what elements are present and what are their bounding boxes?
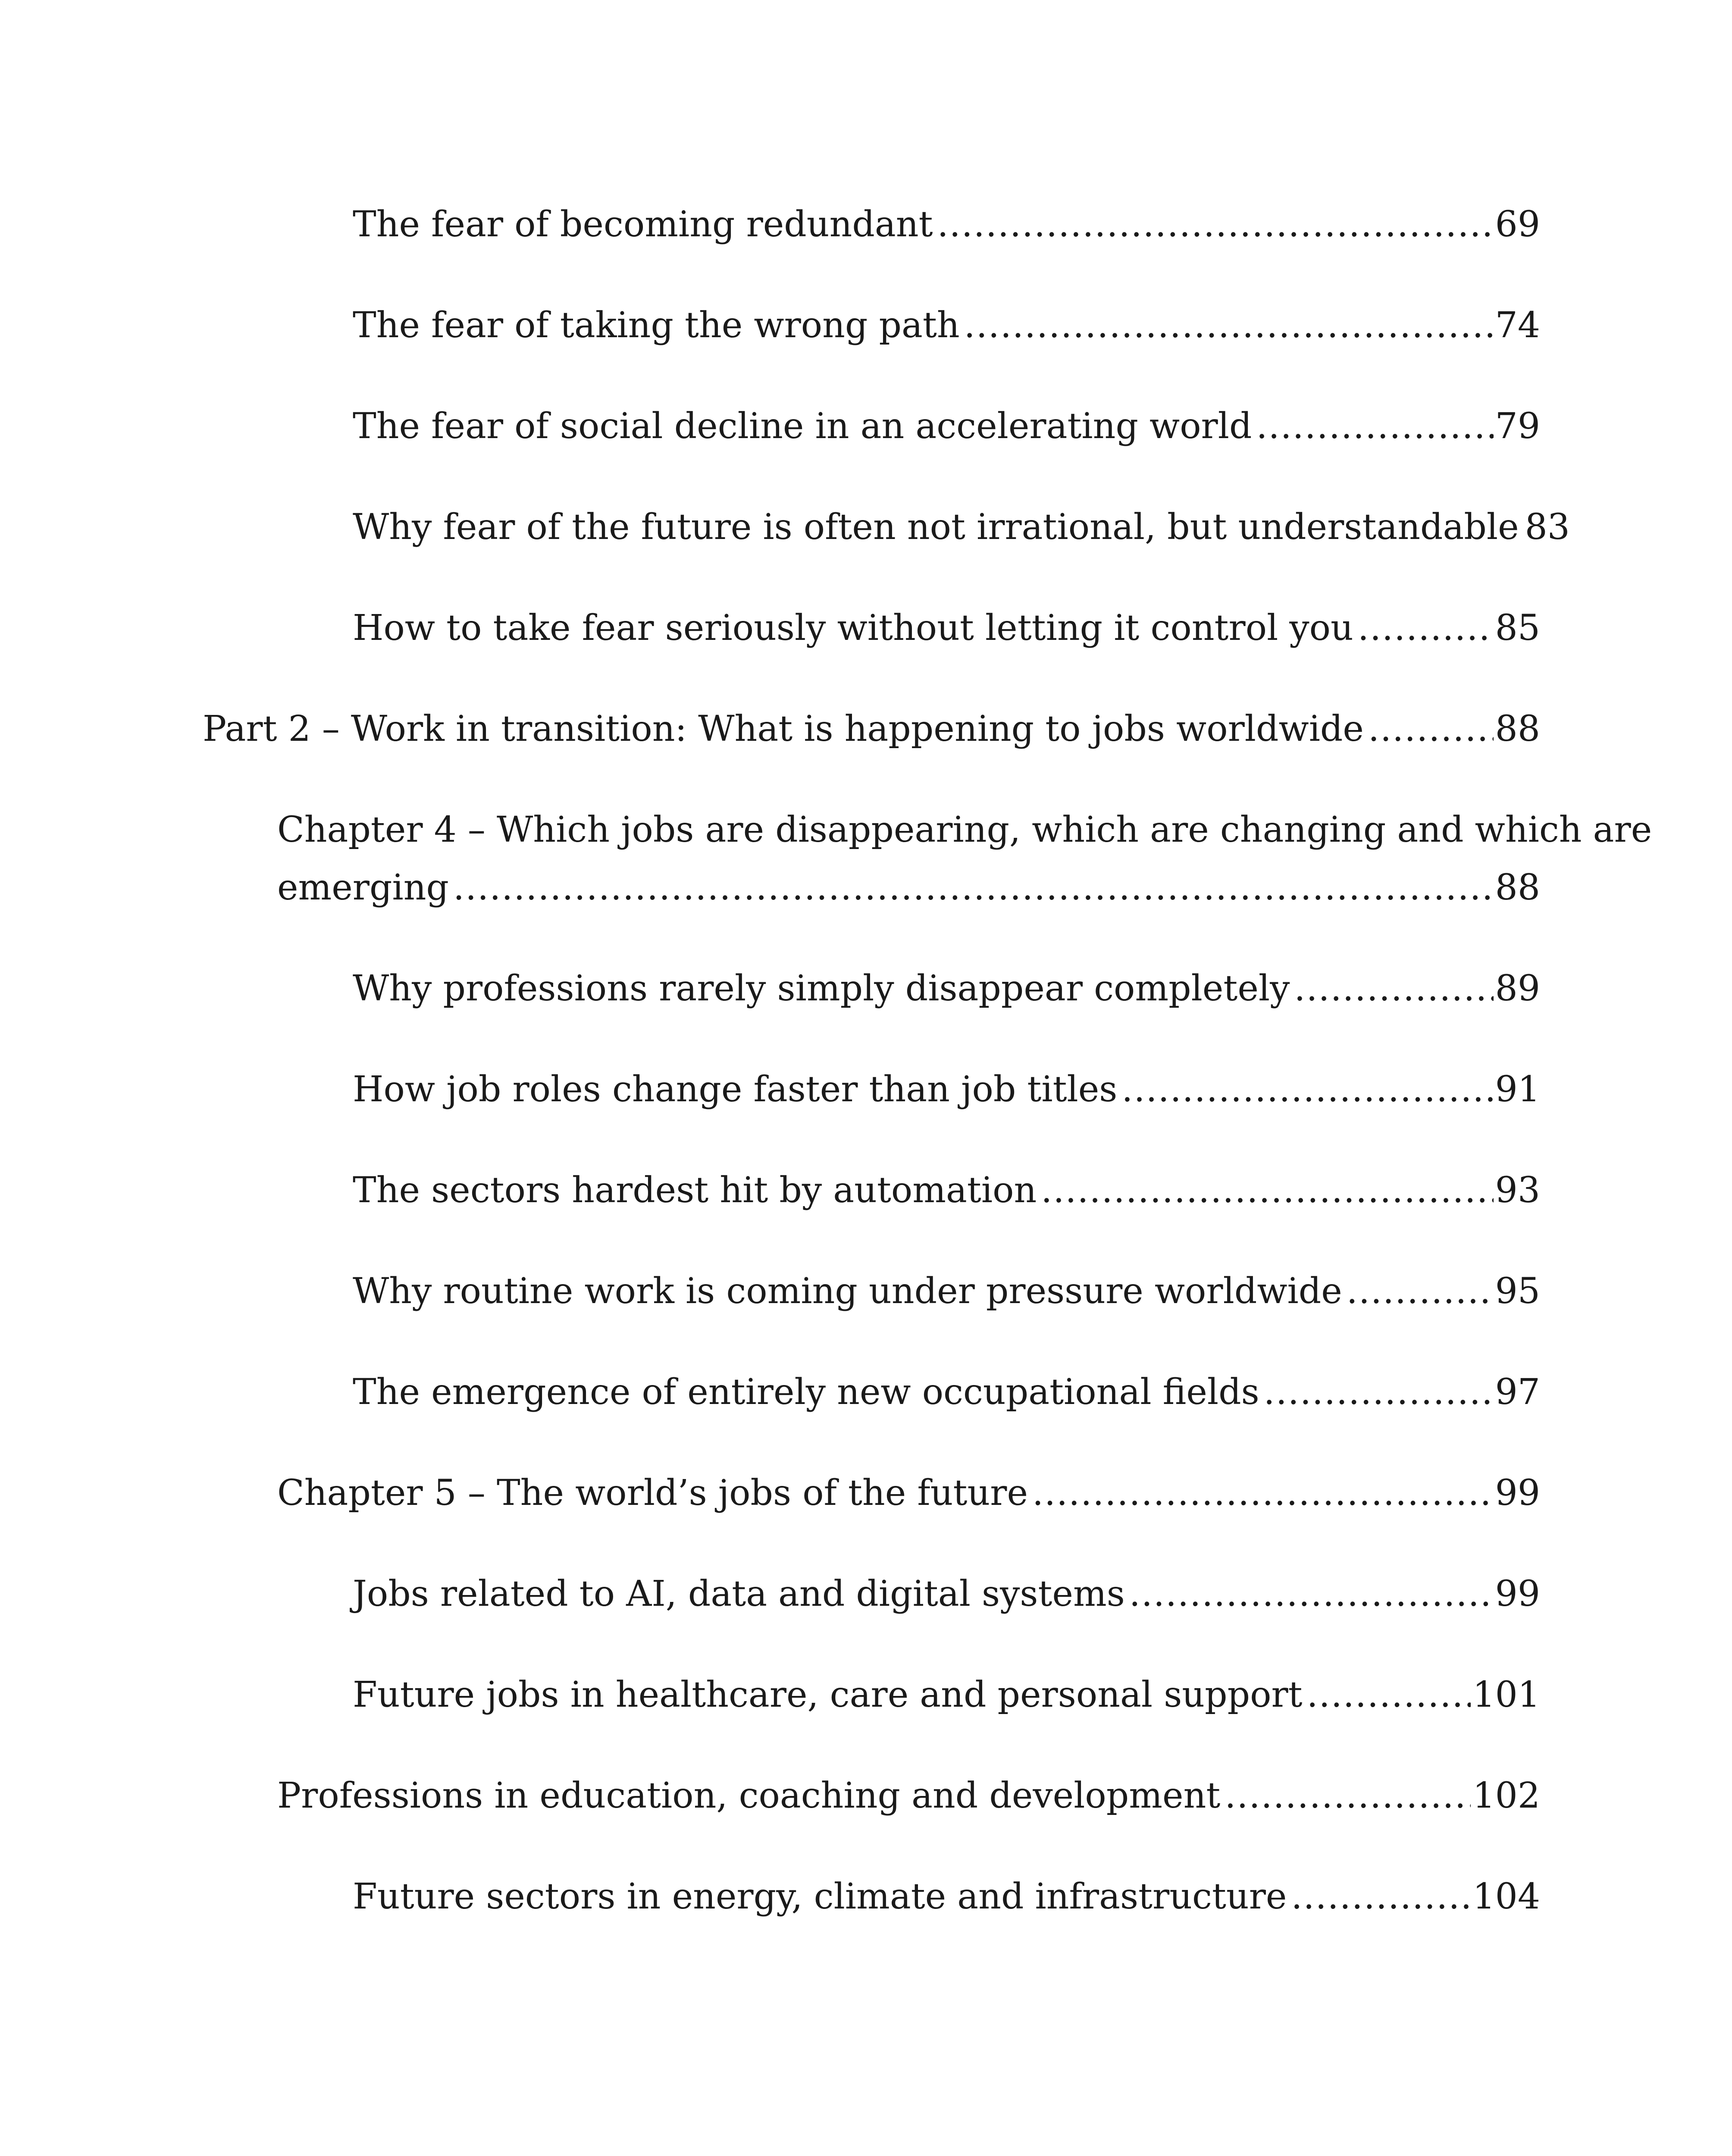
toc-entry-page: 91 [1495,1069,1540,1110]
dot-leader [1129,1576,1494,1612]
toc-entry-page: 102 [1472,1775,1540,1816]
dot-leader [937,207,1494,242]
toc-entry-title: Professions in education, coaching and development [277,1775,1221,1816]
toc-entry-page: 85 [1495,608,1540,649]
dot-leader [1121,1072,1493,1107]
toc-entry-title: How job roles change faster than job titles [353,1069,1118,1110]
toc-entry-title: Why professions rarely simply disappear completely [353,968,1290,1009]
dot-leader [1264,1375,1494,1410]
toc-entry-page: 69 [1495,204,1540,245]
toc-entry[interactable] [353,1674,1540,1715]
toc-entry-page: 101 [1472,1674,1540,1715]
toc-entry[interactable] [353,507,1570,548]
toc-entry-page: 88 [1495,867,1540,908]
dot-leader [1291,1879,1471,1915]
toc-entry-title: Why fear of the future is often not irrational, but understandable [353,507,1519,548]
toc-entry-title: Jobs related to AI, data and digital systems [353,1573,1125,1614]
toc-chapter-entry[interactable] [277,1473,1540,1514]
toc-chapter-entry[interactable] [277,1775,1540,1816]
dot-leader [1294,971,1493,1006]
toc-entry-page: 104 [1472,1876,1540,1917]
toc-entry-title: How to take fear seriously without letting it control you [353,608,1353,649]
toc-entry-title: The fear of taking the wrong path [353,305,960,346]
toc-entry[interactable] [353,608,1540,649]
toc-entry[interactable] [353,1573,1540,1614]
toc-entry-page: 99 [1495,1473,1540,1514]
toc-entry[interactable] [353,305,1540,346]
toc-entry-title: Future sectors in energy, climate and infrastructure [353,1876,1287,1917]
dot-leader [1307,1677,1471,1713]
toc-entry-title: The fear of social decline in an accelerating world [353,406,1252,447]
toc-chapter-entry-line1[interactable] [277,809,1652,850]
toc-entry-page: 89 [1495,968,1540,1009]
toc-entry-page: 95 [1495,1271,1540,1312]
dot-leader [1347,1274,1494,1309]
toc-entry[interactable] [353,1876,1540,1917]
toc-entry-page: 88 [1495,708,1540,749]
toc-entry-page: 83 [1525,507,1570,548]
toc-entry-page: 93 [1495,1170,1540,1211]
dot-leader [1368,711,1494,747]
dot-leader [964,308,1494,343]
toc-entry-page: 97 [1495,1372,1540,1413]
toc-entry-title: Why routine work is coming under pressure worldwide [353,1271,1342,1312]
toc-entry-title: Part 2 – Work in transition: What is happening to jobs worldwide [203,708,1364,749]
toc-chapter-entry[interactable] [277,867,1540,908]
toc-entry[interactable] [353,968,1540,1009]
toc-entry-title: The sectors hardest hit by automation [353,1170,1037,1211]
dot-leader [1225,1778,1471,1814]
toc-entry-title: Chapter 4 – Which jobs are disappearing, which are changing and which are [277,809,1652,850]
toc-entry-title: The fear of becoming redundant [353,204,933,245]
toc-entry[interactable] [353,1170,1540,1211]
toc-entry-title-continued: emerging [277,867,449,908]
dot-leader [1041,1173,1493,1208]
dot-leader [1256,409,1493,444]
toc-entry-title: Future jobs in healthcare, care and personal support [353,1674,1303,1715]
toc-entry[interactable] [353,204,1540,245]
toc-entry-title: Chapter 5 – The world’s jobs of the future [277,1473,1028,1514]
toc-part-entry[interactable] [203,708,1540,749]
toc-entry[interactable] [353,1372,1540,1413]
toc-entry[interactable] [353,406,1540,447]
dot-leader [453,870,1494,906]
toc-entry-page: 99 [1495,1573,1540,1614]
toc-entry[interactable] [353,1069,1540,1110]
toc-entry-page: 79 [1495,406,1540,447]
toc-entry[interactable] [353,1271,1540,1312]
toc-entry-title: The emergence of entirely new occupational fields [353,1372,1259,1413]
dot-leader [1358,611,1494,646]
toc-entry-page: 74 [1495,305,1540,346]
dot-leader [1032,1476,1494,1511]
